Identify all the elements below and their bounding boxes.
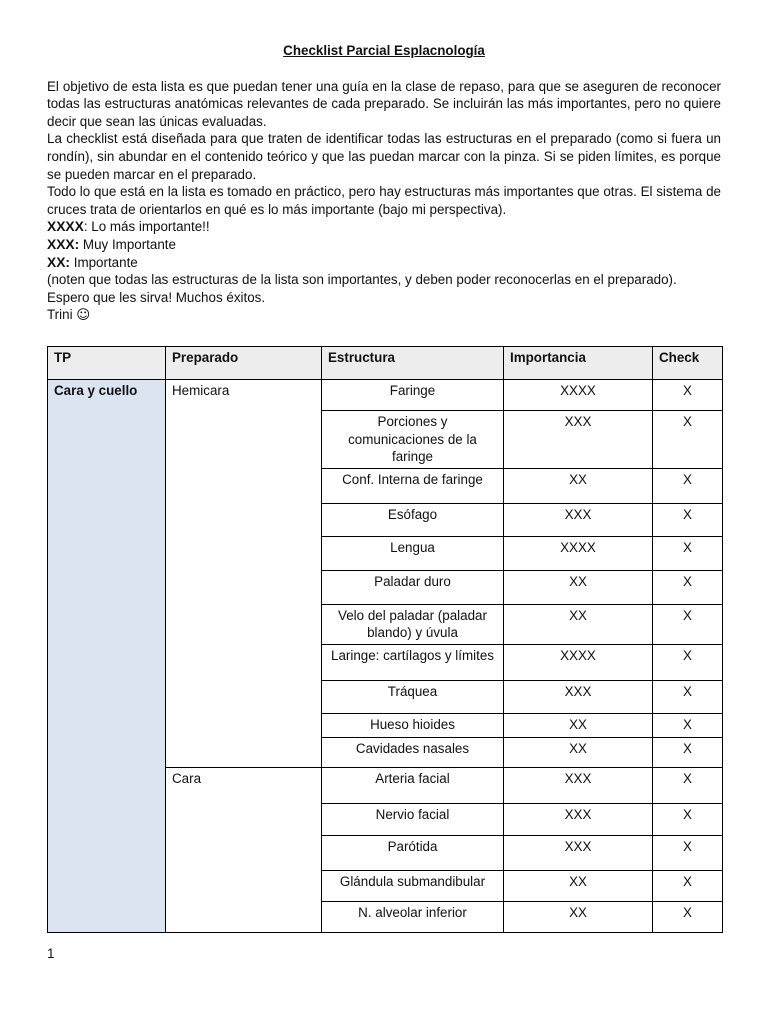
importancia-cell: XXX bbox=[504, 503, 653, 536]
check-cell: X bbox=[653, 380, 723, 411]
estructura-cell: Glándula submandibular bbox=[322, 870, 504, 901]
check-cell: X bbox=[653, 644, 723, 680]
header-importancia: Importancia bbox=[504, 347, 653, 380]
estructura-cell: Velo del paladar (paladar blando) y úvula bbox=[322, 604, 504, 644]
check-cell: X bbox=[653, 680, 723, 713]
header-preparado: Preparado bbox=[166, 347, 322, 380]
check-cell: X bbox=[653, 570, 723, 604]
estructura-cell: N. alveolar inferior bbox=[322, 901, 504, 932]
check-cell: X bbox=[653, 604, 723, 644]
tp-cell: Cara y cuello bbox=[48, 380, 166, 933]
importancia-cell: XXX bbox=[504, 803, 653, 835]
estructura-cell: Laringe: cartílagos y límites bbox=[322, 644, 504, 680]
preparado-cell: Hemicara bbox=[166, 380, 322, 768]
check-cell: X bbox=[653, 411, 723, 469]
importancia-cell: XX bbox=[504, 604, 653, 644]
table-body bbox=[48, 380, 723, 933]
legend-key: XX: bbox=[47, 254, 70, 270]
importancia-cell: XXXX bbox=[504, 644, 653, 680]
intro-paragraph: El objetivo de esta lista es que puedan tener una guía en la clase de repaso, para que se aseguren de reconocer todas las estructuras anatómicas relevantes de cada preparado. Se incluirán las más importantes, pero no quiere decir que sean las únicas evaluadas. bbox=[47, 78, 721, 129]
check-cell: X bbox=[653, 870, 723, 901]
estructura-cell: Porciones y comunicaciones de la faringe bbox=[322, 411, 504, 469]
header-estructura: Estructura bbox=[322, 347, 504, 380]
estructura-cell: Esófago bbox=[322, 503, 504, 536]
legend-xxxx bbox=[47, 218, 721, 236]
intro-paragraph: Todo lo que está en la lista es tomado en práctico, pero hay estructuras más importantes que otras. El sistema de cruces trata de orientarlos en qué es lo más importante (bajo mi perspectiva). bbox=[47, 184, 721, 217]
estructura-cell: Paladar duro bbox=[322, 570, 504, 604]
legend-text: : Lo más importante!! bbox=[83, 219, 210, 235]
signature bbox=[47, 306, 721, 325]
importancia-cell: XX bbox=[504, 468, 653, 503]
smiley-icon: ☺ bbox=[76, 308, 91, 324]
check-cell: X bbox=[653, 767, 723, 803]
legend-text: Importante bbox=[70, 254, 138, 270]
legend-xx bbox=[47, 254, 721, 272]
page-number: 1 bbox=[47, 946, 55, 961]
importancia-cell: XXX bbox=[504, 767, 653, 803]
estructura-cell: Hueso hioides bbox=[322, 713, 504, 737]
estructura-cell: Lengua bbox=[322, 536, 504, 570]
closing-text: Espero que les sirva! Muchos éxitos. bbox=[47, 289, 266, 305]
estructura-cell: Tráquea bbox=[322, 680, 504, 713]
importancia-cell: XXX bbox=[504, 835, 653, 870]
header-check: Check bbox=[653, 347, 723, 380]
legend-key: XXXX bbox=[47, 219, 84, 235]
intro-paragraph: La checklist está diseñada para que traten de identificar todas las estructuras en el preparado (como si fuera un rondín), sin abundar en el contenido teórico y que las puedan marcar con la pinza. Si se piden límites, es porque se pueden marcar en el preparado. bbox=[47, 131, 721, 182]
check-cell: X bbox=[653, 803, 723, 835]
check-cell: X bbox=[653, 901, 723, 932]
header-tp: TP bbox=[48, 347, 166, 380]
estructura-cell: Nervio facial bbox=[322, 803, 504, 835]
check-cell: X bbox=[653, 536, 723, 570]
importancia-cell: XXXX bbox=[504, 536, 653, 570]
estructura-cell: Parótida bbox=[322, 835, 504, 870]
page-title: Checklist Parcial Esplacnología bbox=[283, 43, 485, 58]
importancia-cell: XX bbox=[504, 737, 653, 767]
signature-name: Trini bbox=[47, 307, 73, 323]
legend-key: XXX: bbox=[47, 236, 80, 252]
table-row bbox=[48, 380, 723, 411]
importancia-cell: XX bbox=[504, 870, 653, 901]
checklist-table-wrap bbox=[47, 346, 722, 933]
check-cell: X bbox=[653, 713, 723, 737]
check-cell: X bbox=[653, 503, 723, 536]
importancia-cell: XX bbox=[504, 713, 653, 737]
table-header-row bbox=[48, 347, 723, 380]
check-cell: X bbox=[653, 468, 723, 503]
document-body bbox=[47, 42, 721, 325]
importancia-cell: XX bbox=[504, 901, 653, 932]
check-cell: X bbox=[653, 737, 723, 767]
note-text: (noten que todas las estructuras de la lista son importantes, y deben poder reconocerlas en el preparado). bbox=[47, 272, 677, 288]
estructura-cell: Conf. Interna de faringe bbox=[322, 468, 504, 503]
estructura-cell: Cavidades nasales bbox=[322, 737, 504, 767]
legend-xxx bbox=[47, 236, 721, 254]
importancia-cell: XXX bbox=[504, 680, 653, 713]
estructura-cell: Faringe bbox=[322, 380, 504, 411]
estructura-cell: Arteria facial bbox=[322, 767, 504, 803]
importancia-cell: XXX bbox=[504, 411, 653, 469]
checklist-table bbox=[47, 346, 723, 933]
legend-text: Muy Importante bbox=[79, 236, 176, 252]
importancia-cell: XXXX bbox=[504, 380, 653, 411]
check-cell: X bbox=[653, 835, 723, 870]
intro-paragraphs bbox=[47, 78, 721, 219]
importancia-cell: XX bbox=[504, 570, 653, 604]
preparado-cell: Cara bbox=[166, 767, 322, 932]
